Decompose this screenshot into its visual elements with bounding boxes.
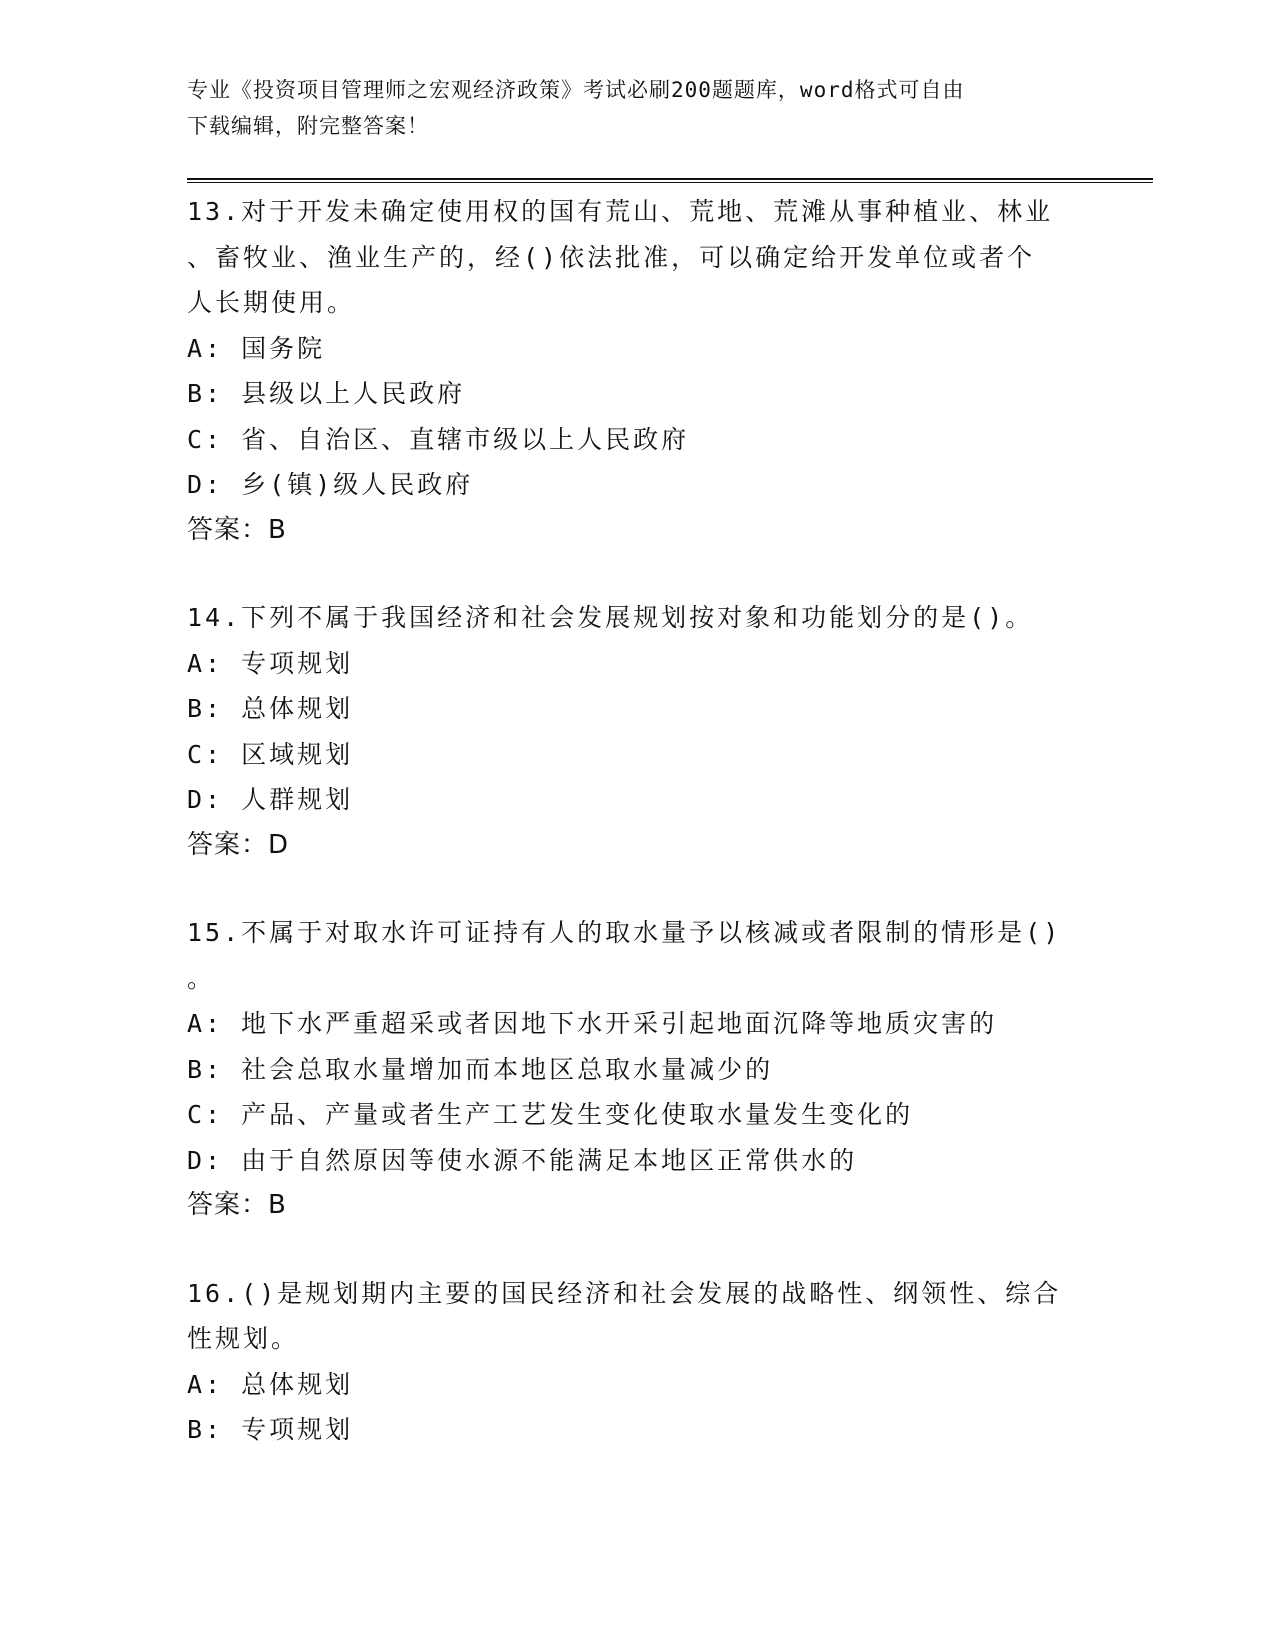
header-line-1: 专业《投资项目管理师之宏观经济政策》考试必刷200题题库，word格式可自由 (187, 78, 965, 102)
answer-line: 答案：B (187, 1190, 287, 1220)
option-b: B: 社会总取水量增加而本地区总取水量减少的 (187, 1054, 774, 1084)
option-d: D: 由于自然原因等使水源不能满足本地区正常供水的 (187, 1145, 858, 1175)
question-stem-line: 13.对于开发未确定使用权的国有荒山、荒地、荒滩从事种植业、林业 (187, 197, 1054, 226)
option-b: B: 总体规划 (187, 694, 354, 723)
question-13 (187, 189, 1087, 553)
option-b: B: 专项规划 (187, 1415, 354, 1444)
question-15 (187, 910, 1087, 1229)
question-16 (187, 1271, 1087, 1453)
question-stem-line: 16.()是规划期内主要的国民经济和社会发展的战略性、纲领性、综合 (187, 1278, 1062, 1308)
question-14 (187, 595, 1087, 868)
option-a: A: 专项规划 (187, 648, 354, 678)
option-c: C: 区域规划 (187, 739, 354, 769)
option-c: C: 省、自治区、直辖市级以上人民政府 (187, 424, 690, 454)
header-line-2: 下载编辑，附完整答案！ (187, 114, 429, 138)
header-divider-thin (187, 182, 1153, 183)
question-stem-line: 人长期使用。 (187, 288, 356, 317)
option-c: C: 产品、产量或者生产工艺发生变化使取水量发生变化的 (187, 1100, 914, 1129)
option-d: D: 乡(镇)级人民政府 (187, 470, 474, 499)
option-a: A: 总体规划 (187, 1369, 354, 1399)
answer-line: 答案：B (187, 514, 287, 545)
answer-line: 答案：D (187, 829, 290, 860)
question-stem-line: 性规划。 (187, 1324, 300, 1353)
question-stem-line: 15.不属于对取水许可证持有人的取水量予以核减或者限制的情形是() (187, 918, 1062, 947)
question-stem-line: 、畜牧业、渔业生产的，经()依法批准，可以确定给开发单位或者个 (187, 242, 1036, 272)
question-list (187, 189, 1087, 1495)
question-stem-line: 14.下列不属于我国经济和社会发展规划按对象和功能划分的是()。 (187, 603, 1034, 632)
option-a: A: 国务院 (187, 333, 326, 363)
document-header (187, 72, 1067, 144)
question-stem-line: 。 (187, 963, 216, 993)
option-a: A: 地下水严重超采或者因地下水开采引起地面沉降等地质灾害的 (187, 1009, 998, 1038)
header-divider-thick (187, 178, 1153, 180)
option-b: B: 县级以上人民政府 (187, 379, 466, 408)
option-d: D: 人群规划 (187, 785, 354, 814)
